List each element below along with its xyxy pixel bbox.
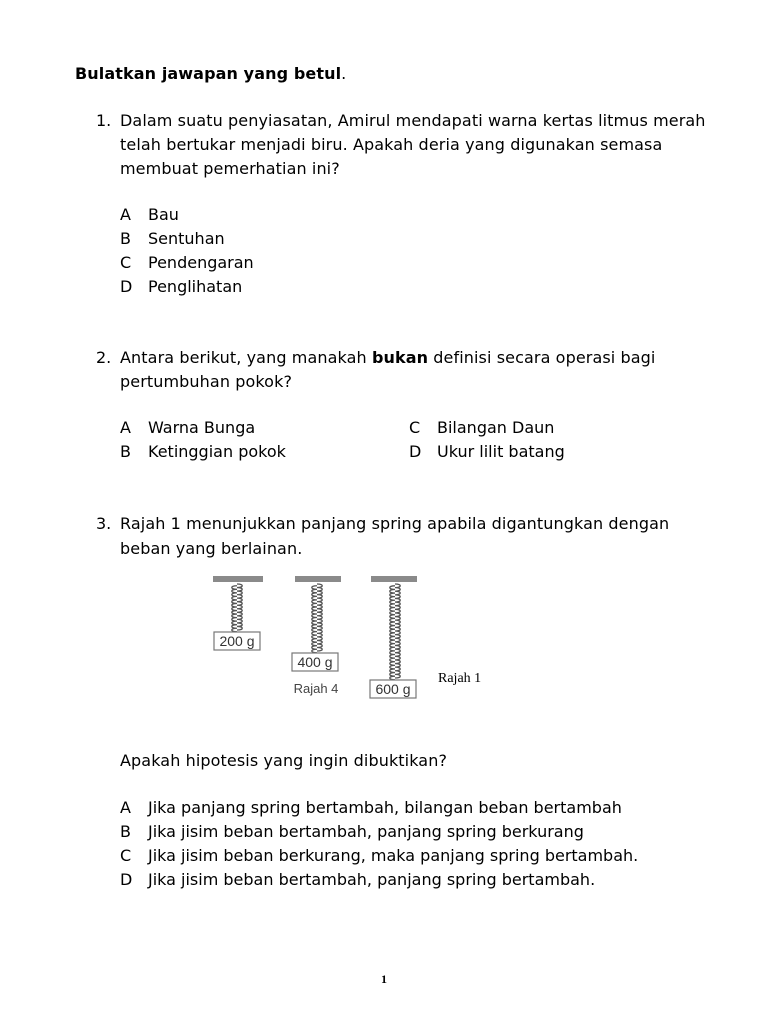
question-3-option-c[interactable]: [120, 844, 638, 868]
weight-label-2: 400 g: [297, 654, 333, 670]
question-3-line-2: beban yang berlainan.: [120, 539, 303, 558]
question-3-number: 3.: [96, 514, 112, 533]
question-2-option-c[interactable]: [409, 416, 554, 440]
spring-1: [232, 584, 243, 632]
question-2-option-d[interactable]: [409, 440, 565, 464]
question-3-prompt: Apakah hipotesis yang ingin dibuktikan?: [120, 751, 448, 770]
question-1-option-b[interactable]: [120, 227, 225, 251]
option-letter: B: [120, 442, 131, 461]
option-letter: A: [120, 798, 131, 817]
option-letter: D: [409, 442, 422, 461]
instruction-text: Bulatkan jawapan yang betul: [75, 64, 342, 83]
question-1-option-a[interactable]: [120, 203, 179, 227]
option-text: Penglihatan: [148, 277, 243, 296]
question-3-option-d[interactable]: [120, 868, 595, 892]
weight-label-1: 200 g: [219, 633, 255, 649]
ceiling-bar-2: [295, 576, 341, 582]
ceiling-bar-1: [213, 576, 263, 582]
question-2-text-start: Antara berikut, yang manakah: [120, 348, 372, 367]
option-text: Sentuhan: [148, 229, 225, 248]
spring-diagram: [205, 572, 440, 702]
option-letter: C: [120, 253, 132, 272]
question-2-option-b[interactable]: [120, 440, 286, 464]
page-number: 1: [381, 972, 387, 986]
option-letter: A: [120, 205, 131, 224]
question-1-line-3: membuat pemerhatian ini?: [120, 159, 340, 178]
question-1-line-1: Dalam suatu penyiasatan, Amirul mendapati warna kertas litmus merah: [120, 111, 706, 130]
instruction-heading: [75, 62, 346, 86]
option-text: Ketinggian pokok: [148, 442, 286, 461]
figure-inner-label: Rajah 4: [293, 681, 339, 696]
figure-caption: Rajah 1: [438, 671, 482, 686]
option-text: Bilangan Daun: [437, 418, 555, 437]
question-3-line-1: Rajah 1 menunjukkan panjang spring apabila digantungkan dengan: [120, 514, 670, 533]
option-text: Jika panjang spring bertambah, bilangan beban bertambah: [148, 798, 622, 817]
question-2-line-1: [120, 346, 655, 370]
option-text: Bau: [148, 205, 179, 224]
option-text: Ukur lilit batang: [437, 442, 565, 461]
question-2-line-2: pertumbuhan pokok?: [120, 372, 293, 391]
option-letter: D: [120, 870, 133, 889]
option-text: Jika jisim beban bertambah, panjang spring berkurang: [148, 822, 584, 841]
option-letter: A: [120, 418, 131, 437]
question-1-option-c[interactable]: [120, 251, 254, 275]
question-1-number: 1.: [96, 111, 112, 130]
option-letter: C: [409, 418, 421, 437]
question-2-keyword: bukan: [371, 348, 429, 367]
question-3-option-b[interactable]: [120, 820, 584, 844]
question-2-text-end: definisi secara operasi bagi: [428, 348, 656, 367]
question-2-option-a[interactable]: [120, 416, 255, 440]
option-letter: C: [120, 846, 132, 865]
question-3-option-a[interactable]: [120, 796, 622, 820]
question-1-line-2: telah bertukar menjadi biru. Apakah deria yang digunakan semasa: [120, 135, 663, 154]
question-1-option-d[interactable]: [120, 275, 242, 299]
option-letter: B: [120, 822, 131, 841]
instruction-period: .: [341, 64, 347, 83]
option-text: Jika jisim beban bertambah, panjang spring bertambah.: [148, 870, 596, 889]
option-text: Pendengaran: [148, 253, 254, 272]
spring-3: [390, 584, 401, 680]
option-letter: B: [120, 229, 131, 248]
question-2-number: 2.: [96, 348, 112, 367]
option-text: Jika jisim beban berkurang, maka panjang spring bertambah.: [148, 846, 639, 865]
weight-label-3: 600 g: [375, 681, 411, 697]
option-text: Warna Bunga: [148, 418, 256, 437]
spring-2: [312, 584, 323, 653]
option-letter: D: [120, 277, 133, 296]
ceiling-bar-3: [371, 576, 417, 582]
